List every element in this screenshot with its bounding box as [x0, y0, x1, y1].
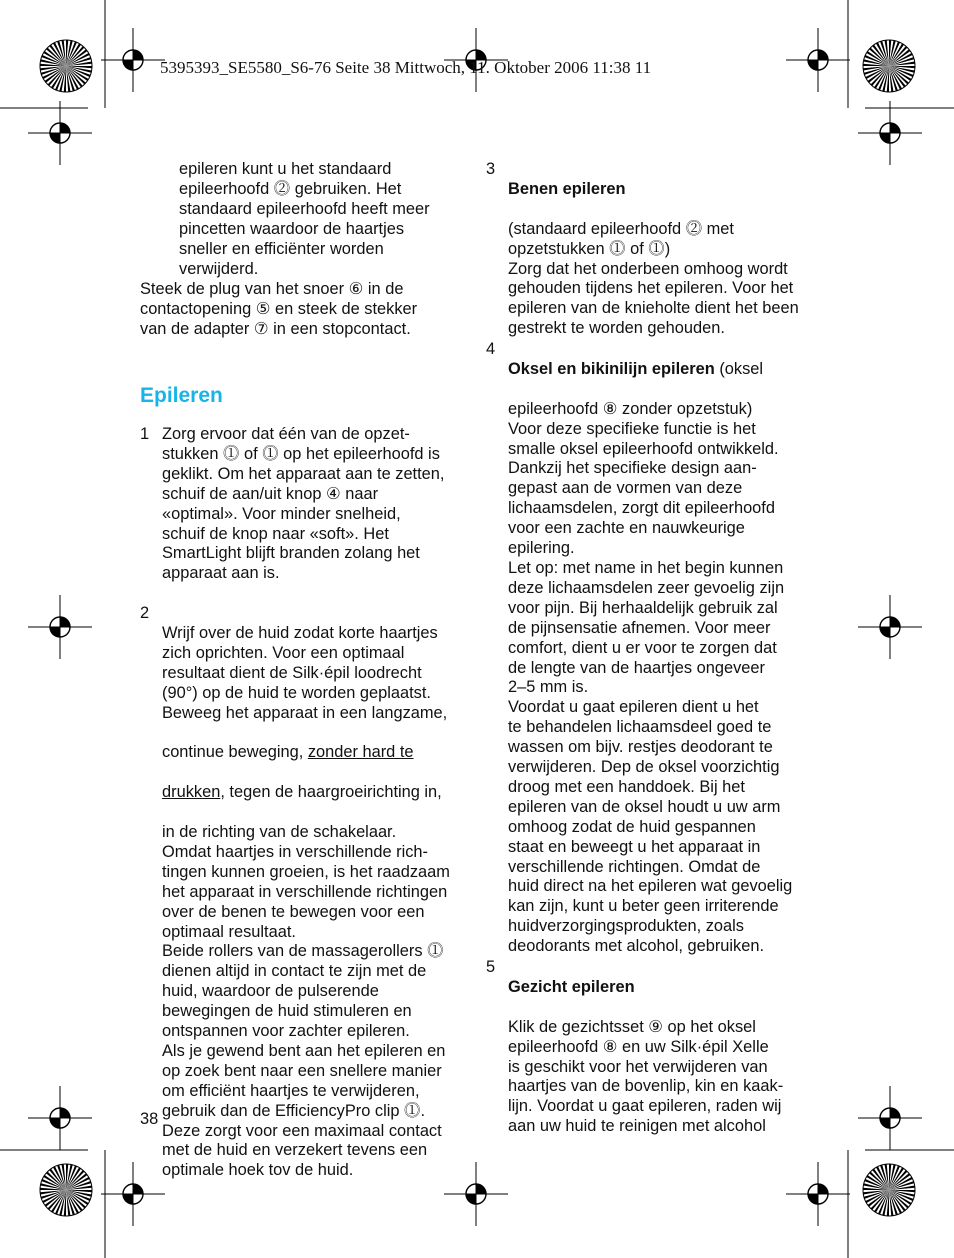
text-line: pincetten waardoor de haartjes [179, 219, 405, 238]
text-line: droog met een handdoek. Bij het [508, 777, 745, 796]
step-2-underline-line-2: drukken, tegen de haargroeirichting in, [162, 783, 442, 802]
text-line: lijn. Voordat u gaat epileren, raden wij [508, 1097, 782, 1116]
text-line: voor pijn. Bij herhaaldelijk gebruik zal [508, 598, 778, 617]
text-line: haartjes van de bovenlip, kin en kaak- [508, 1077, 784, 1096]
text-line: Beide rollers van de massagerollers ⓵ [162, 942, 444, 961]
text-line: sneller en efficiënter worden [179, 239, 384, 258]
step-3-body [508, 220, 799, 339]
step-5-text [508, 958, 783, 1157]
text-line: lichaamsdelen, zorgt dit epileerhoofd [508, 499, 775, 518]
text-line: stukken ⓵ of ⓵ op het epileerhoofd is [162, 444, 440, 463]
registration-mark-quadrant [50, 627, 60, 637]
text-line: voor een zachte en nauwkeurige [508, 519, 745, 538]
text-line: epilering. [508, 539, 575, 558]
text-line: deze lichaamsdelen zeer gevoelig zijn [508, 578, 785, 597]
text-line: is geschikt voor het verwijderen van [508, 1057, 768, 1076]
registration-mark-quadrant [890, 1108, 900, 1118]
text-line: smalle oksel epileerhoofd ontwikkeld. [508, 439, 779, 458]
text-line: wassen om bijv. restjes deodorant te [508, 738, 773, 757]
text-line: Klik de gezichtsset ⑨ op het oksel [508, 1017, 756, 1036]
text-line: comfort, dient u er voor te zorgen dat [508, 638, 777, 657]
registration-mark-quadrant [123, 60, 133, 70]
text-line: over de benen te bewegen voor een [162, 902, 425, 921]
text-line: contactopening ⑤ en steek de stekker [140, 299, 418, 318]
text-line: SmartLight blijft branden zolang het [162, 544, 420, 563]
text-line: epileren van de oksel houdt u uw arm [508, 797, 781, 816]
text-line: (standaard epileerhoofd ⓶ met [508, 219, 734, 238]
text-line: van de adapter ⑦ in een stopcontact. [140, 319, 411, 338]
text-line: epileren kunt u het standaard [179, 160, 392, 178]
registration-mark-quadrant [818, 50, 828, 60]
step-4-body [508, 400, 792, 957]
text-line: met de huid en verzekert tevens een [162, 1141, 428, 1160]
registration-mark-quadrant [880, 1118, 890, 1128]
text-line: Steek de plug van het snoer ⑥ in de [140, 280, 404, 298]
underlined-phrase: zonder hard te [307, 743, 414, 762]
text-line: huidverzorgingsprodukten, zoals [508, 917, 744, 936]
plug-instructions [140, 280, 417, 340]
text-line: apparaat aan is. [162, 564, 280, 583]
step-number-3: 3 [486, 160, 496, 178]
text-line: opzetstukken ⓵ of ⓵) [508, 239, 671, 258]
text-line: huid direct na het epileren wat gevoelig [508, 877, 793, 896]
text-line: in de richting van de schakelaar. [162, 822, 397, 841]
step-4-title-line: Oksel en bikinilijn epileren (oksel [508, 359, 764, 378]
text-line: epileerhoofd ⑧ en uw Silk·épil Xelle [508, 1037, 769, 1056]
page-number: 38 [140, 1110, 159, 1128]
text-line: Zorg ervoor dat één van de opzet- [162, 425, 410, 443]
registration-mark-quadrant [890, 617, 900, 627]
registration-mark-quadrant [880, 133, 890, 143]
text-line: ontspannen voor zachter epileren. [162, 1022, 410, 1041]
text-line: optimale hoek tov de huid. [162, 1161, 354, 1180]
text-line: verschillende richtingen. Omdat de [508, 857, 761, 876]
registration-mark-quadrant [60, 1108, 70, 1118]
registration-mark-quadrant [818, 1184, 828, 1194]
text-line: geklikt. Om het apparaat aan te zetten, [162, 464, 445, 483]
registration-mark-quadrant [133, 1184, 143, 1194]
registration-mark-quadrant [890, 123, 900, 133]
text-line: epileerhoofd ⑧ zonder opzetstuk) [508, 399, 753, 418]
step-2-text-b [162, 823, 450, 1181]
registration-mark-quadrant [466, 1194, 476, 1204]
text-line: gebruik dan de EfficiencyPro clip ⓵. [162, 1101, 425, 1120]
text-line: gestrekt te worden gehouden. [508, 319, 725, 338]
registration-mark-quadrant [808, 1194, 818, 1204]
text-line: resultaat dient de Silk·épil loodrecht [162, 663, 422, 682]
underlined-phrase-end: drukken [162, 783, 221, 802]
text-line: schuif de knop naar «soft». Het [162, 524, 389, 543]
text-line: te behandelen lichaamsdeel goed te [508, 718, 772, 737]
text-line: Zorg dat het onderbeen omhoog wordt [508, 259, 788, 278]
text-line: gepast aan de vormen van deze [508, 479, 743, 498]
step-2-text [162, 604, 450, 1201]
text-line: omhoog zodat de huid gespannen [508, 817, 756, 836]
step-3-title: Benen epileren [508, 179, 626, 198]
step-5-body [508, 1018, 783, 1137]
text-line: Deze zorgt voor een maximaal contact [162, 1121, 442, 1140]
text-line: «optimal». Voor minder snelheid, [162, 504, 401, 523]
text-line: Voordat u gaat epileren dient u het [508, 698, 759, 717]
step-2-underline-line-1: continue beweging, zonder hard te [162, 743, 414, 762]
section-heading-epileren: Epileren [140, 384, 223, 407]
registration-mark-quadrant [50, 1118, 60, 1128]
text-line: bewegingen de huid stimuleren en [162, 1002, 412, 1021]
text-line: Dankzij het specifieke design aan- [508, 459, 757, 478]
text-line: Beweeg het apparaat in een langzame, [162, 703, 448, 722]
text-line: verwijderen. Dep de oksel voorzichtig [508, 758, 780, 777]
text-line: om efficiënt haartjes te verwijderen, [162, 1081, 420, 1100]
registration-mark-quadrant [133, 50, 143, 60]
text-line: (90°) op de huid te worden geplaatst. [162, 683, 431, 702]
text-line: aan uw huid te reinigen met alcohol [508, 1117, 766, 1136]
text-line: tingen kunnen groeien, is het raadzaam [162, 862, 450, 881]
step-4-text [508, 340, 792, 977]
intro-paragraph [179, 160, 430, 279]
step-4-title: Oksel en bikinilijn epileren [508, 359, 715, 378]
registration-mark-quadrant [50, 133, 60, 143]
step-number-1: 1 [140, 425, 150, 443]
text-line: op zoek bent naar een snellere manier [162, 1061, 442, 1080]
registration-mark-quadrant [476, 1184, 486, 1194]
text-line: standaard epileerhoofd heeft meer [179, 199, 430, 218]
text-line: Wrijf over de huid zodat korte haartjes [162, 623, 438, 642]
step-5-title: Gezicht epileren [508, 977, 635, 996]
text-line: schuif de aan/uit knop ④ naar [162, 484, 379, 503]
print-header: 5395393_SE5580_S6-76 Seite 38 Mittwoch, 11. Oktober 2006 11:38 11 [160, 58, 652, 77]
text-line: huid, waardoor de pulserende [162, 982, 379, 1001]
step-number-4: 4 [486, 340, 496, 358]
text-line: de pijnsensatie afnemen. Voor meer [508, 618, 771, 637]
text-line: Omdat haartjes in verschillende rich- [162, 842, 429, 861]
text-line: staat en beweegt u het apparaat in [508, 837, 761, 856]
registration-mark-quadrant [880, 627, 890, 637]
registration-mark-quadrant [60, 123, 70, 133]
text-line: zich oprichten. Voor een optimaal [162, 643, 405, 662]
text-line: epileren van de knieholte dient het been [508, 299, 799, 318]
step-1-text [162, 425, 444, 584]
registration-mark-quadrant [123, 1194, 133, 1204]
text-line: kan zijn, kunt u beter geen irriterende [508, 897, 779, 916]
text-line: Let op: met name in het begin kunnen [508, 558, 784, 577]
step-number-2: 2 [140, 604, 150, 622]
text-line: Voor deze specifieke functie is het [508, 419, 756, 438]
text-line: Als je gewend bent aan het epileren en [162, 1041, 446, 1060]
text-line: deodorants met alcohol, gebruiken. [508, 937, 765, 956]
text-line: gehouden tijdens het epileren. Voor het [508, 279, 794, 298]
text-line: 2–5 mm is. [508, 678, 589, 697]
step-3-text [508, 160, 799, 359]
text-line: het apparaat in verschillende richtingen [162, 882, 448, 901]
text-line: optimaal resultaat. [162, 922, 296, 941]
registration-mark-quadrant [60, 617, 70, 627]
step-2-text-a [162, 624, 450, 724]
text-line: epileerhoofd ⓶ gebruiken. Het [179, 179, 402, 198]
text-line: verwijderd. [179, 259, 259, 278]
registration-mark-quadrant [808, 60, 818, 70]
text-line: dienen altijd in contact te zijn met de [162, 962, 427, 981]
step-number-5: 5 [486, 958, 496, 976]
text-line: de lengte van de haartjes ongeveer [508, 658, 765, 677]
